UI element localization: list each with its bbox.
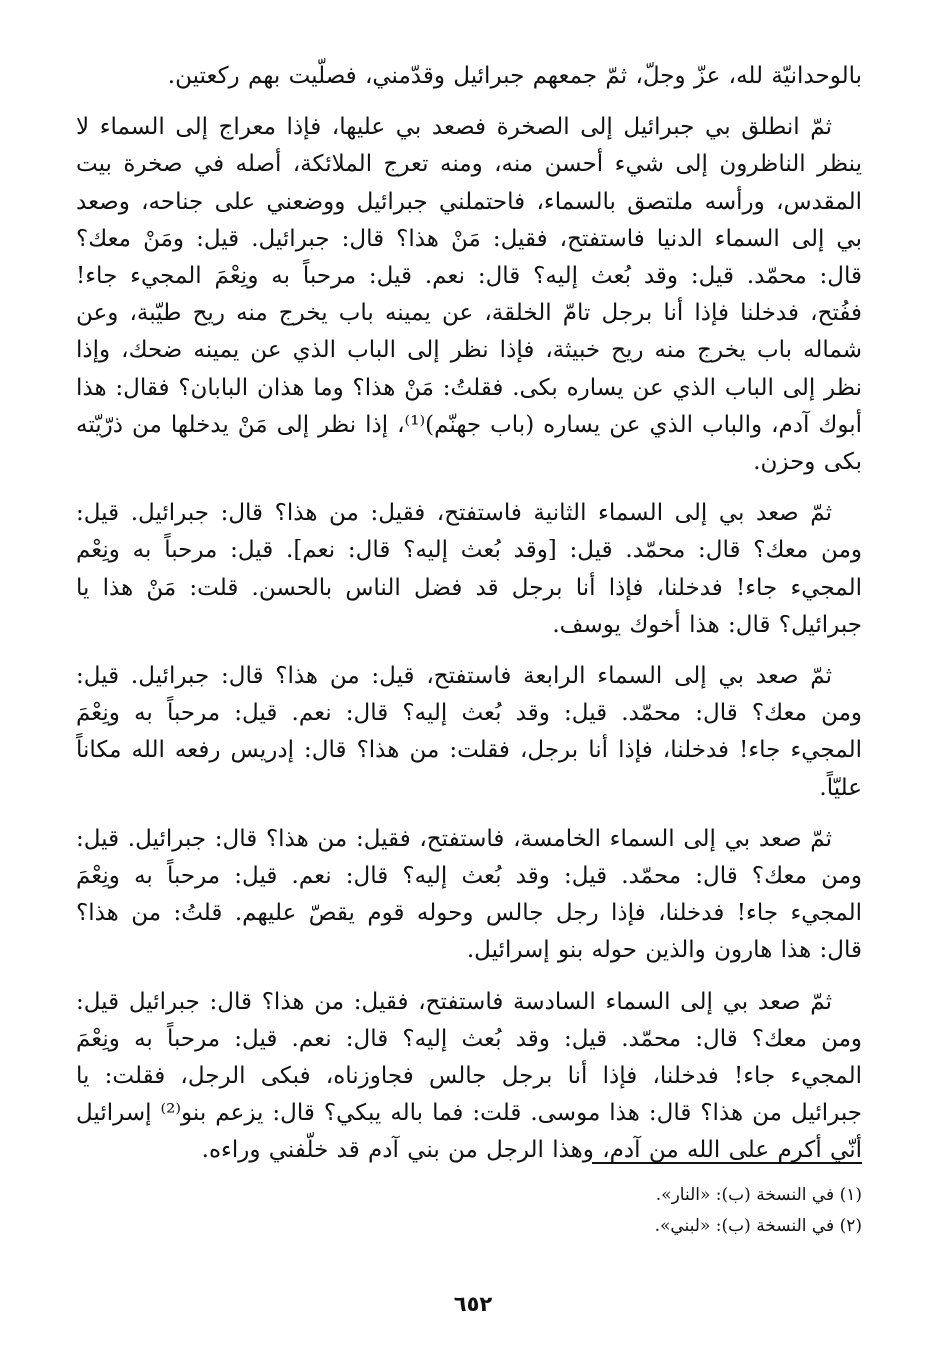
- paragraph-1: بالوحدانيّة لله، عزّ وجلّ، ثمّ جمعهم جبرائيل وقدّمني، فصلّيت بهم ركعتين.: [167, 63, 862, 89]
- paragraph-3: ثمّ صعد بي إلى السماء الثانية فاستفتح، فقيل: من هذا؟ قال: جبرائيل. قيل: ومن معك؟ قال: محمّد. قيل: [وقد بُعث إليه؟ قال: نعم]. قيل: مرحباً به ونِعْم المجيء جاء! فدخلنا، فإذا أنا برجل قد فضل الناس بالحسن. قلت: مَنْ هذا يا جبرائيل؟ قال: هذا أخوك يوسف.: [76, 500, 862, 638]
- footnote-1: (١) في النسخة (ب): «النار».: [655, 1185, 862, 1205]
- footnotes: [300, 1180, 862, 1242]
- footnote-divider: [592, 1162, 862, 1164]
- paragraph-4: ثمّ صعد بي إلى السماء الرابعة فاستفتح، قيل: من هذا؟ قال: جبرائيل. قيل: ومن معك؟ قال: محمّد. قيل: وقد بُعث إليه؟ قال: نعم. قيل: مرحباً به ونِعْمَ المجيء جاء! فدخلنا، فإذا أنا برجل، فقلت: من هذا؟ قال: إدريس رفعه الله مكاناً عليّاً.: [76, 663, 862, 801]
- footnote-2: (٢) في النسخة (ب): «لبني».: [654, 1216, 862, 1236]
- paragraph-6: ثمّ صعد بي إلى السماء السادسة فاستفتح، فقيل: من هذا؟ قال: جبرائيل قيل: ومن معك؟ قال: محمّد. قيل: وقد بُعث إليه؟ قال: نعم. قيل: مرحباً به ونِعْمَ المجيء جاء! فدخلنا، فإذا أنا برجل جالس فجاوزناه، فبكى الرجل، فقلت: يا جبرائيل من هذا؟ قال: هذا موسى. قلت: فما باله يبكي؟ قال: يزعم بنو⁽²⁾ إسرائيل أنّي أكرم على الله من آدم، وهذا الرجل من بني آدم قد خلّفني وراءه.: [76, 988, 862, 1164]
- paragraph-5: ثمّ صعد بي إلى السماء الخامسة، فاستفتح، فقيل: من هذا؟ قال: جبرائيل. قيل: ومن معك؟ قال: محمّد. قيل: وقد بُعث إليه؟ قال: نعم. قيل: مرحباً به ونِعْمَ المجيء جاء! فدخلنا، فإذا رجل جالس وحوله قوم يقصّ عليهم. قلتُ: من هذا؟ قال: هذا هارون والذين حوله بنو إسرائيل.: [76, 825, 862, 964]
- main-text: [76, 58, 862, 1184]
- paragraph-2: ثمّ انطلق بي جبرائيل إلى الصخرة فصعد بي عليها، فإذا معراج إلى السماء لا ينظر الناظرون إلى شيء أحسن منه، ومنه تعرج الملائكة، أصله في صخرة بيت المقدس، ورأسه ملتصق بالسماء، فاحتملني جبرائيل ووضعني على جناحه، وصعد بي إلى السماء الدنيا فاستفتح، فقيل: مَنْ هذا؟ قال: جبرائيل. قيل: ومَنْ معك؟ قال: محمّد. قيل: وقد بُعث إليه؟ قال: نعم. قيل: مرحباً به ونِعْمَ المجيء جاء! ففُتح، فدخلنا فإذا أنا برجل تامّ الخلقة، عن يمينه باب يخرج منه ريح طيّبة، وعن شماله باب يخرج منه ريح خبيثة، فإذا نظر إلى الباب الذي عن يمينه ضحك، وإذا نظر إلى الباب الذي عن يساره بكى. فقلتُ: مَنْ هذا؟ وما هذان البابان؟ فقال: هذا أبوك آدم، والباب الذي عن يساره (باب جهنّم)⁽¹⁾، إذا نظر إلى مَنْ يدخلها من ذرّيّته بكى وحزن.: [76, 114, 862, 476]
- page-number: ٦٥٢: [453, 1292, 493, 1316]
